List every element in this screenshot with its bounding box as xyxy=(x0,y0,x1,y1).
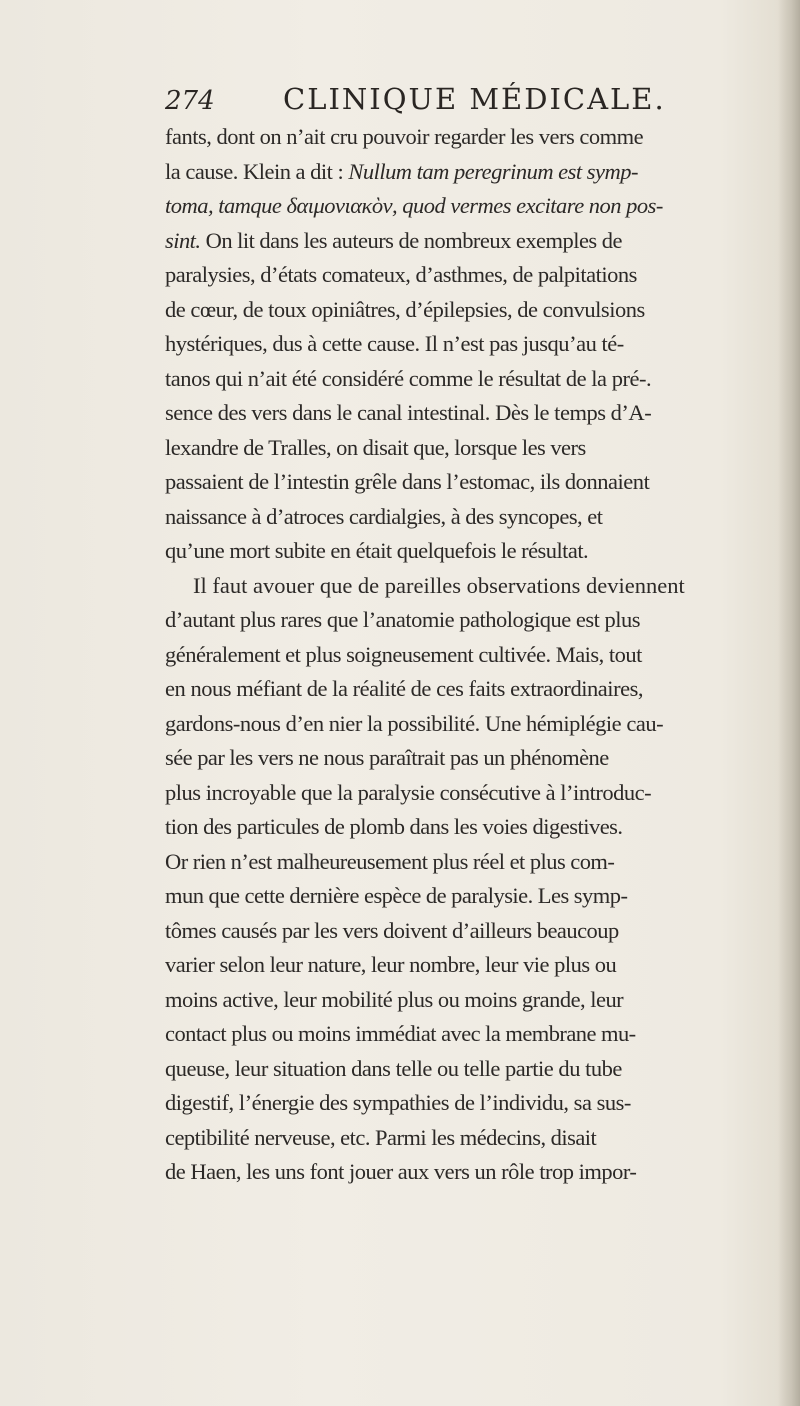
text-line xyxy=(165,741,793,776)
text-segment: queuse, leur situation dans telle ou telle partie du tube xyxy=(165,1055,622,1081)
text-segment: plus incroyable que la paralysie consécutive à l’introduc- xyxy=(165,779,652,805)
text-line xyxy=(165,1086,793,1121)
text-line xyxy=(165,672,793,707)
running-head: CLINIQUE MÉDICALE. xyxy=(283,82,666,116)
text-segment: paralysies, d’états comateux, d’asthmes, de palpitations xyxy=(165,262,637,287)
page-number: 274 xyxy=(165,86,215,116)
text-segment: la cause. Klein a dit : xyxy=(165,158,349,184)
text-line xyxy=(165,362,793,397)
text-segment: Il faut avouer que de pareilles observations deviennent xyxy=(193,572,685,598)
text-segment: tômes causés par les vers doivent d’ailleurs beaucoup xyxy=(165,917,619,943)
text-line xyxy=(165,845,793,880)
text-segment: fants, dont on n’ait cru pouvoir regarder les vers comme xyxy=(165,124,644,149)
text-line xyxy=(165,396,793,431)
text-segment: digestif, l’énergie des sympathies de l’individu, sa sus- xyxy=(165,1090,631,1115)
text-line xyxy=(165,603,793,638)
text-line xyxy=(165,327,793,362)
text-line xyxy=(165,948,793,983)
text-line xyxy=(165,638,793,673)
text-segment: lexandre de Tralles, on disait que, lorsque les vers xyxy=(165,434,586,460)
text-line xyxy=(165,1052,793,1087)
text-segment: moins active, leur mobilité plus ou moins grande, leur xyxy=(165,986,624,1012)
text-line xyxy=(165,500,793,535)
text-line xyxy=(165,431,793,466)
text-segment: Nullum tam peregrinum est symp- xyxy=(348,158,638,184)
text-line xyxy=(165,1121,793,1156)
text-segment: sint. xyxy=(165,227,201,253)
text-line xyxy=(165,120,793,155)
text-segment: naissance à d’atroces cardialgies, à des syncopes, et xyxy=(165,503,603,529)
text-segment: tanos qui n’ait été considéré comme le résultat de la pré-. xyxy=(165,365,652,391)
text-segment: passaient de l’intestin grêle dans l’estomac, ils donnaient xyxy=(165,469,650,494)
text-segment: varier selon leur nature, leur nombre, leur vie plus ou xyxy=(165,952,617,977)
text-line xyxy=(165,293,793,328)
text-line xyxy=(165,1155,793,1190)
text-segment: On lit dans les auteurs de nombreux exemples de xyxy=(200,227,622,253)
text-segment: Or rien n’est malheureusement plus réel et plus com- xyxy=(165,848,615,874)
text-line xyxy=(165,776,793,811)
text-segment: de cœur, de toux opiniâtres, d’épilepsies, de convulsions xyxy=(165,296,645,322)
text-line xyxy=(165,569,793,604)
text-segment: ceptibilité nerveuse, etc. Parmi les médecins, disait xyxy=(165,1124,597,1150)
text-line xyxy=(165,1017,793,1052)
text-line xyxy=(165,258,793,293)
text-segment: hystériques, dus à cette cause. Il n’est pas jusqu’au té- xyxy=(165,331,624,356)
text-segment: toma, tamque δαιμονιακὸν, quod vermes excitare non pos- xyxy=(165,193,663,218)
text-line xyxy=(165,189,793,224)
text-segment: tion des particules de plomb dans les voies digestives. xyxy=(165,814,623,839)
body-text xyxy=(165,120,793,1190)
text-segment: d’autant plus rares que l’anatomie pathologique est plus xyxy=(165,607,640,632)
text-segment: sée par les vers ne nous paraîtrait pas un phénomène xyxy=(165,745,609,770)
page-header xyxy=(165,80,685,120)
text-segment: gardons-nous d’en nier la possibilité. Une hémiplégie cau- xyxy=(165,710,664,736)
text-line xyxy=(165,534,793,569)
text-segment: contact plus ou moins immédiat avec la membrane mu- xyxy=(165,1021,636,1046)
text-segment: en nous méfiant de la réalité de ces faits extraordinaires, xyxy=(165,676,644,701)
text-line xyxy=(165,983,793,1018)
text-line xyxy=(165,707,793,742)
text-line xyxy=(165,224,793,259)
text-segment: mun que cette dernière espèce de paralysie. Les symp- xyxy=(165,883,628,908)
text-segment: généralement et plus soigneusement cultivée. Mais, tout xyxy=(165,641,642,667)
text-segment: sence des vers dans le canal intestinal. Dès le temps d’A- xyxy=(165,400,652,425)
text-line xyxy=(165,914,793,949)
text-line xyxy=(165,465,793,500)
text-segment: qu’une mort subite en était quelquefois le résultat. xyxy=(165,538,589,563)
text-line xyxy=(165,155,793,190)
text-segment: de Haen, les uns font jouer aux vers un rôle trop impor- xyxy=(165,1159,637,1184)
text-line xyxy=(165,810,793,845)
text-line xyxy=(165,879,793,914)
